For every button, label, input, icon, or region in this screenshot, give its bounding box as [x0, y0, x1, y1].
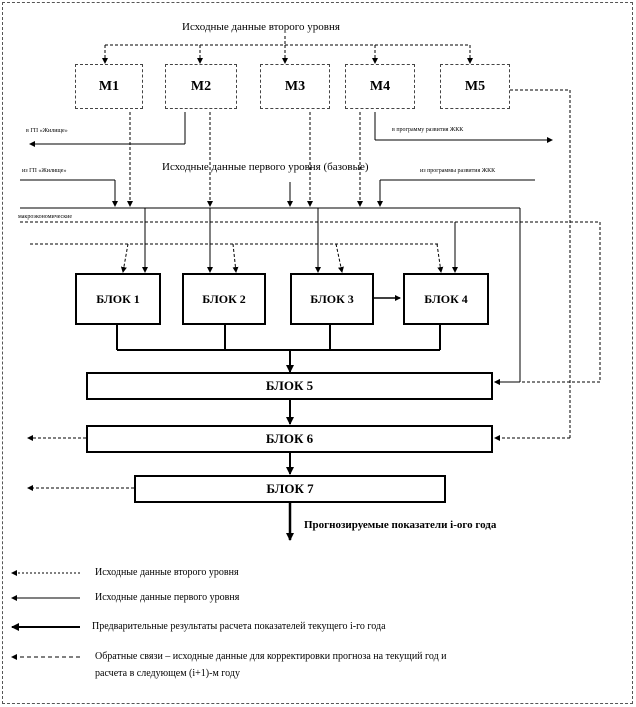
level2-distribution	[105, 36, 470, 63]
legend-feedback-line1: Обратные связи – исходные данные для корректировки прогноза на текущий год и	[95, 651, 447, 662]
label-macro: макроэкономические	[18, 214, 72, 220]
legend-lines	[12, 573, 80, 657]
model-m3: M3	[260, 64, 330, 109]
outputs-to-programs	[30, 112, 552, 144]
label-to-program: в программу развития ЖКК	[392, 127, 464, 133]
block-5: БЛОК 5	[86, 372, 493, 400]
label-to-gp: в ГП «Жилище»	[26, 128, 68, 134]
legend-feedback-line2: расчета в следующем (i+1)-м году	[95, 668, 240, 679]
block-feeds-dashed	[30, 244, 441, 272]
legend-preliminary: Предварительные результаты расчета показателей текущего i-го года	[92, 621, 386, 632]
model-m5: M5	[440, 64, 510, 109]
block-1: БЛОК 1	[75, 273, 161, 325]
output-label: Прогнозируемые показатели i-ого года	[304, 519, 497, 531]
level2-title: Исходные данные второго уровня	[182, 21, 340, 33]
block-4: БЛОК 4	[403, 273, 489, 325]
level1-title: Исходные данные первого уровня (базовые)	[162, 161, 369, 173]
model-m2: M2	[165, 64, 237, 109]
block-3: БЛОК 3	[290, 273, 374, 325]
block-6: БЛОК 6	[86, 425, 493, 453]
label-from-program: из программы развития ЖКК	[420, 168, 496, 174]
label-from-gp: из ГП «Жилище»	[22, 168, 67, 174]
model-m1: M1	[75, 64, 143, 109]
model-m4: M4	[345, 64, 415, 109]
block-2: БЛОК 2	[182, 273, 266, 325]
legend-level1: Исходные данные первого уровня	[95, 592, 240, 603]
block-feeds-solid	[145, 208, 455, 272]
block-7: БЛОК 7	[134, 475, 446, 503]
legend-level2: Исходные данные второго уровня	[95, 567, 239, 578]
